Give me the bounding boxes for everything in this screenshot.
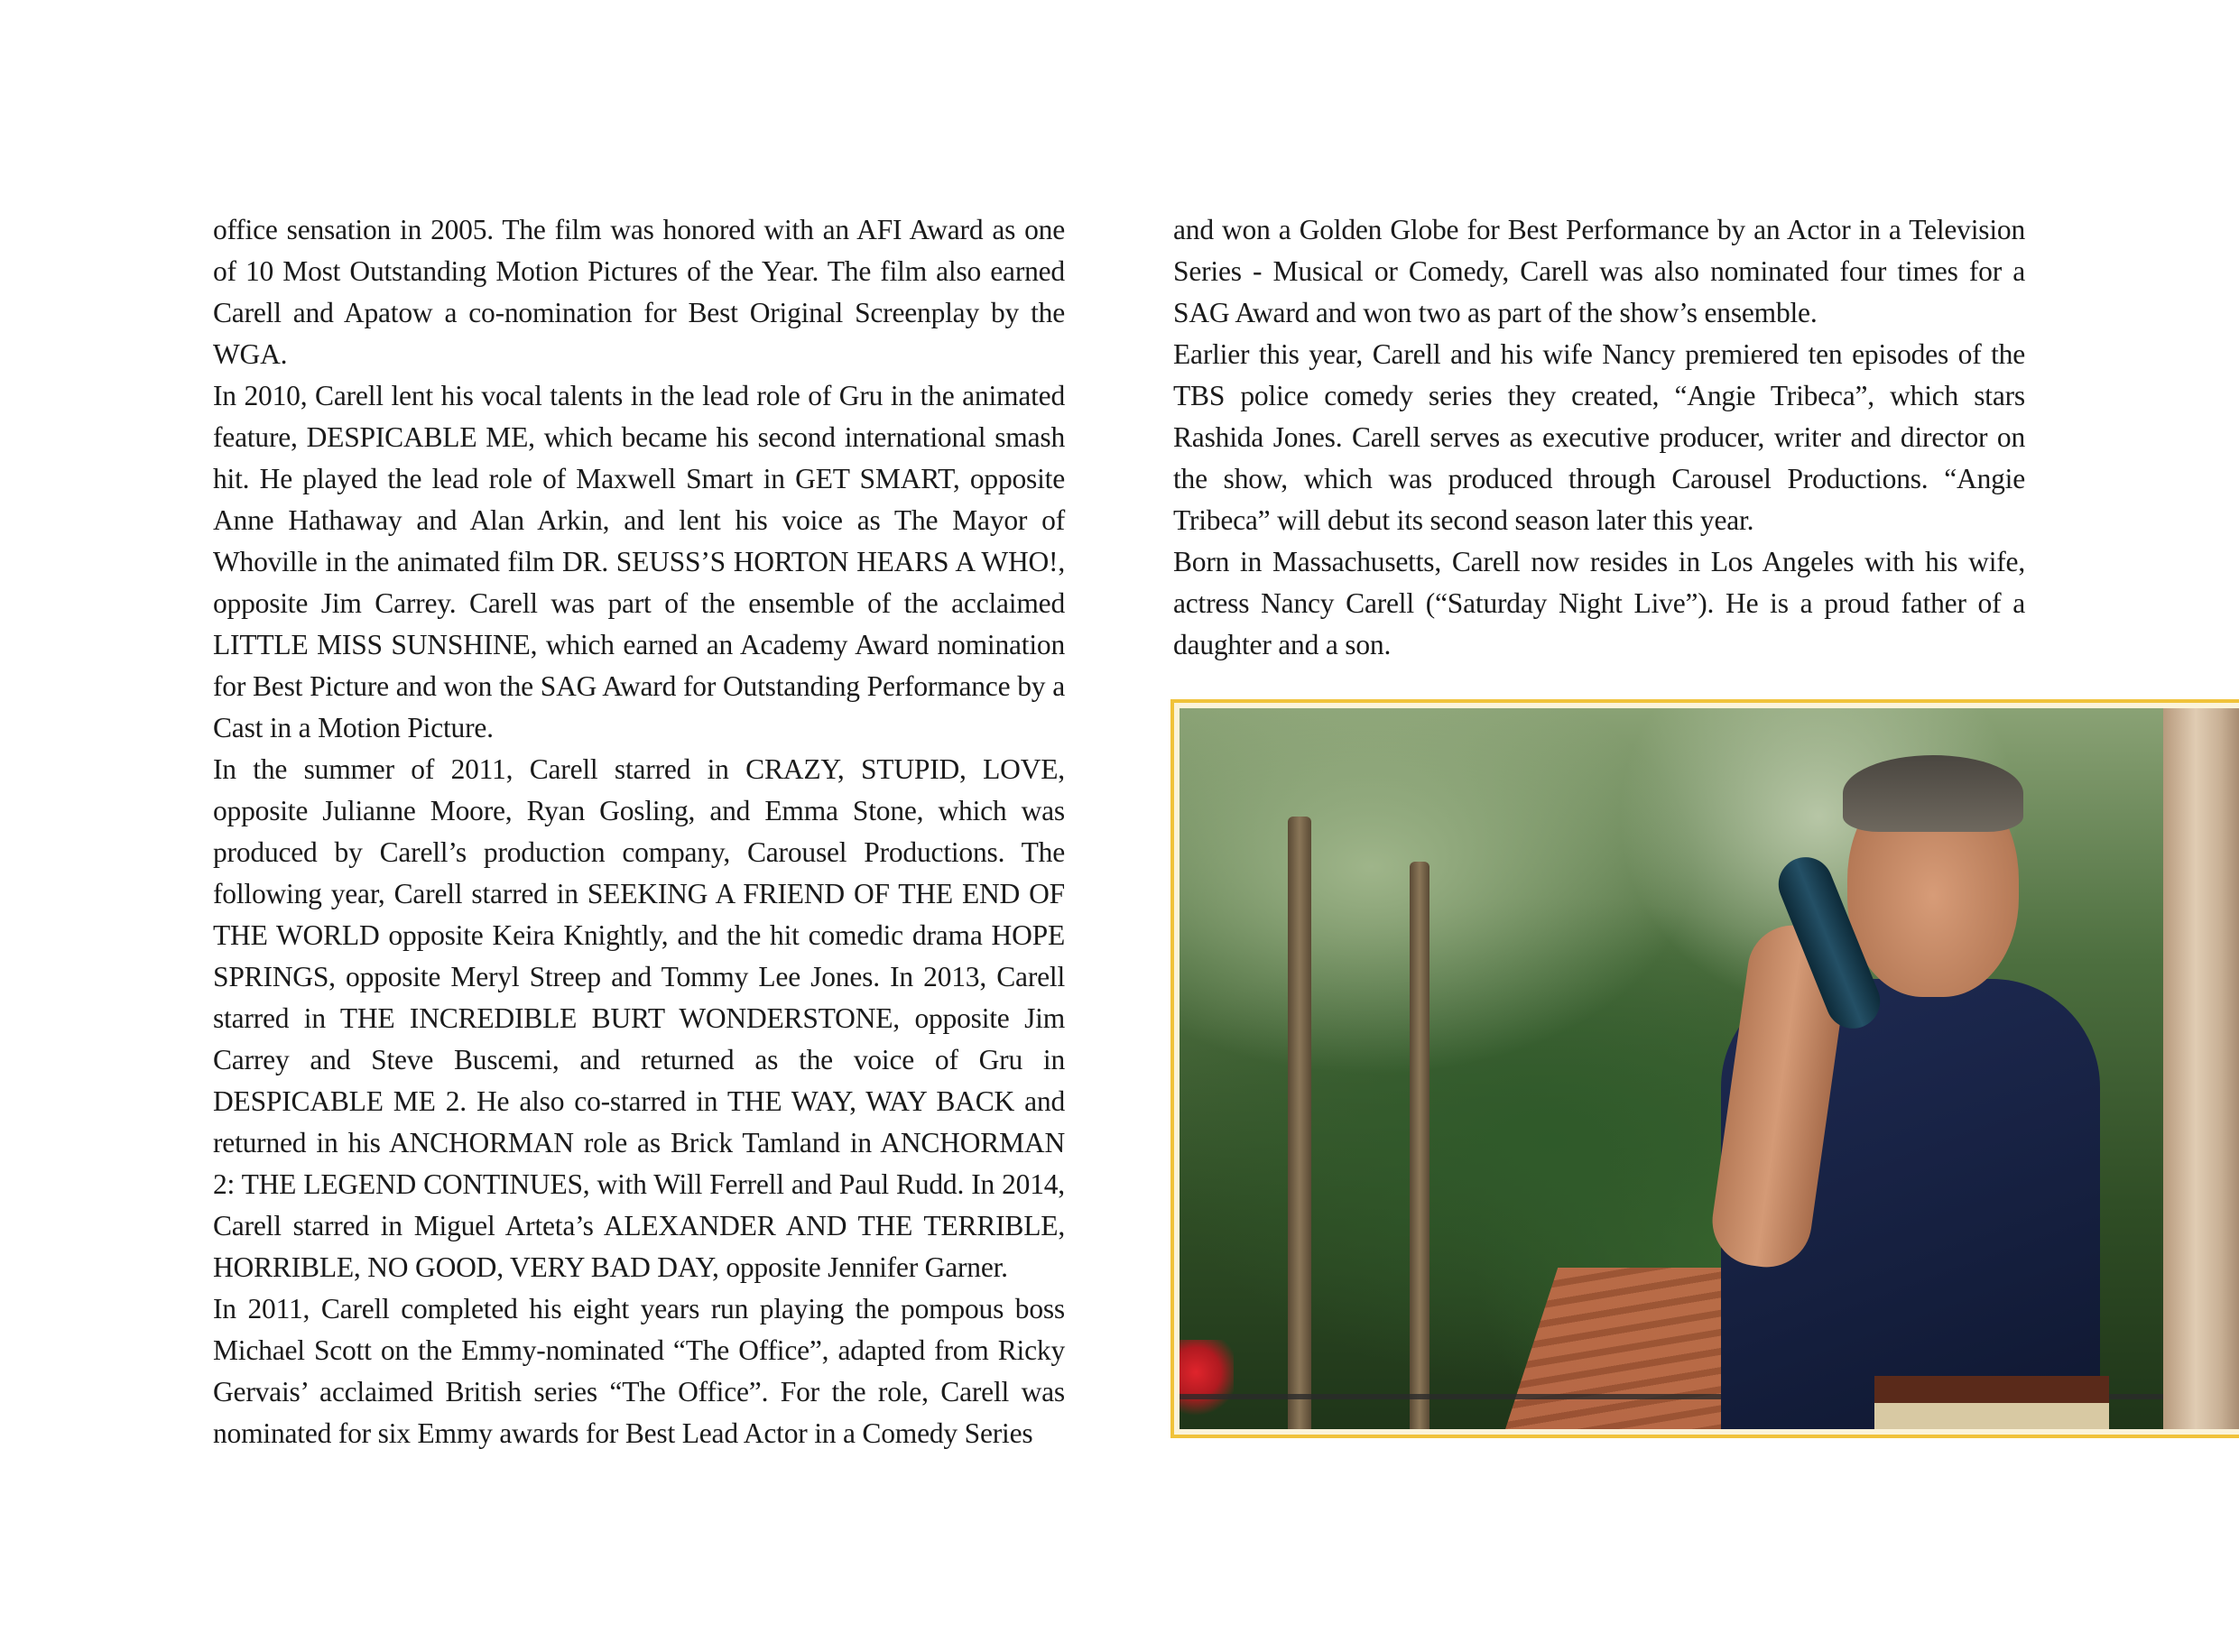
photo-frame (1170, 699, 2239, 1438)
palm-trunk (1410, 862, 1429, 1429)
paragraph-crazy-stupid-love: In the summer of 2011, Carell starred in CRAZY, STUPID, LOVE, opposite Julianne Moore, Ryan Gosling, and Emma Stone, which was produced by Carell’s production company, Carousel Productions. The following year, Carell starred in SEEKING A FRIEND OF THE END OF THE WORLD opposite Keira Knightly, and the hit comedic drama HOPE SPRINGS, opposite Meryl Streep and Tommy Lee Jones. In 2013, Carell starred in THE INCREDIBLE BURT WONDERSTONE, opposite Jim Carrey and Steve Buscemi, and returned as the voice of Gru in DESPICABLE ME 2. He also co-starred in THE WAY, WAY BACK and returned in his ANCHORMAN role as Brick Tamland in ANCHORMAN 2: THE LEGEND CONTINUES, with Will Ferrell and Paul Rudd. In 2014, Carell starred in Miguel Arteta’s ALEXANDER AND THE TERRIBLE, HORRIBLE, NO GOOD, VERY BAD DAY, opposite Jennifer Garner. (213, 753, 1065, 1283)
paragraph-the-office: In 2011, Carell completed his eight years run playing the pompous boss Michael Scott on the Emmy-nominated “The Office”, adapted from Ricky Gervais’ acclaimed British series “The Office”. For the role, Carell was nominated for six Emmy awards for Best Lead Actor in a Comedy Series (213, 1293, 1065, 1449)
paragraph-personal-life: Born in Massachusetts, Carell now resides in Los Angeles with his wife, actress Nancy Carell (“Saturday Night Live”). He is a proud father of a daughter and a son. (1173, 546, 2025, 660)
actor-photo (1180, 708, 2239, 1429)
stone-pillar (2163, 708, 2239, 1429)
palm-trunk (1288, 817, 1311, 1429)
man-hair (1843, 755, 2023, 832)
paragraph-despicable-me: In 2010, Carell lent his vocal talents in the lead role of Gru in the animated feature, DESPICABLE ME, which became his second international smash hit. He played the lead role of Maxwell Smart in GET SMART, opposite Anne Hathaway and Alan Arkin, and lent his voice as The Mayor of Whoville in the animated film DR. SEUSS’S HORTON HEARS A WHO!, opposite Jim Carrey. Carell was part of the ensemble of the acclaimed LITTLE MISS SUNSHINE, which earned an Academy Award nomination for Best Picture and won the SAG Award for Outstanding Performance by a Cast in a Motion Picture. (213, 380, 1065, 743)
man-belt (1874, 1376, 2109, 1403)
paragraph-afi-award: office sensation in 2005. The film was honored with an AFI Award as one of 10 Most Outstanding Motion Pictures of the Year. The film also earned Carell and Apatow a co-nomination for Best Original Screenplay by the WGA. (213, 214, 1065, 370)
man-pants (1874, 1403, 2109, 1429)
left-text-column (213, 209, 1065, 1454)
right-text-column (1173, 209, 2025, 666)
red-flowers (1180, 1340, 1234, 1421)
paragraph-golden-globe: and won a Golden Globe for Best Performance by an Actor in a Television Series - Musical or Comedy, Carell was also nominated four times for a SAG Award and won two as part of the show’s ensemble. (1173, 214, 2025, 328)
paragraph-angie-tribeca: Earlier this year, Carell and his wife Nancy premiered ten episodes of the TBS police comedy series they created, “Angie Tribeca”, which stars Rashida Jones. Carell serves as executive producer, writer and director on the show, which was produced through Carousel Productions. “Angie Tribeca” will debut its second season later this year. (1173, 338, 2025, 536)
